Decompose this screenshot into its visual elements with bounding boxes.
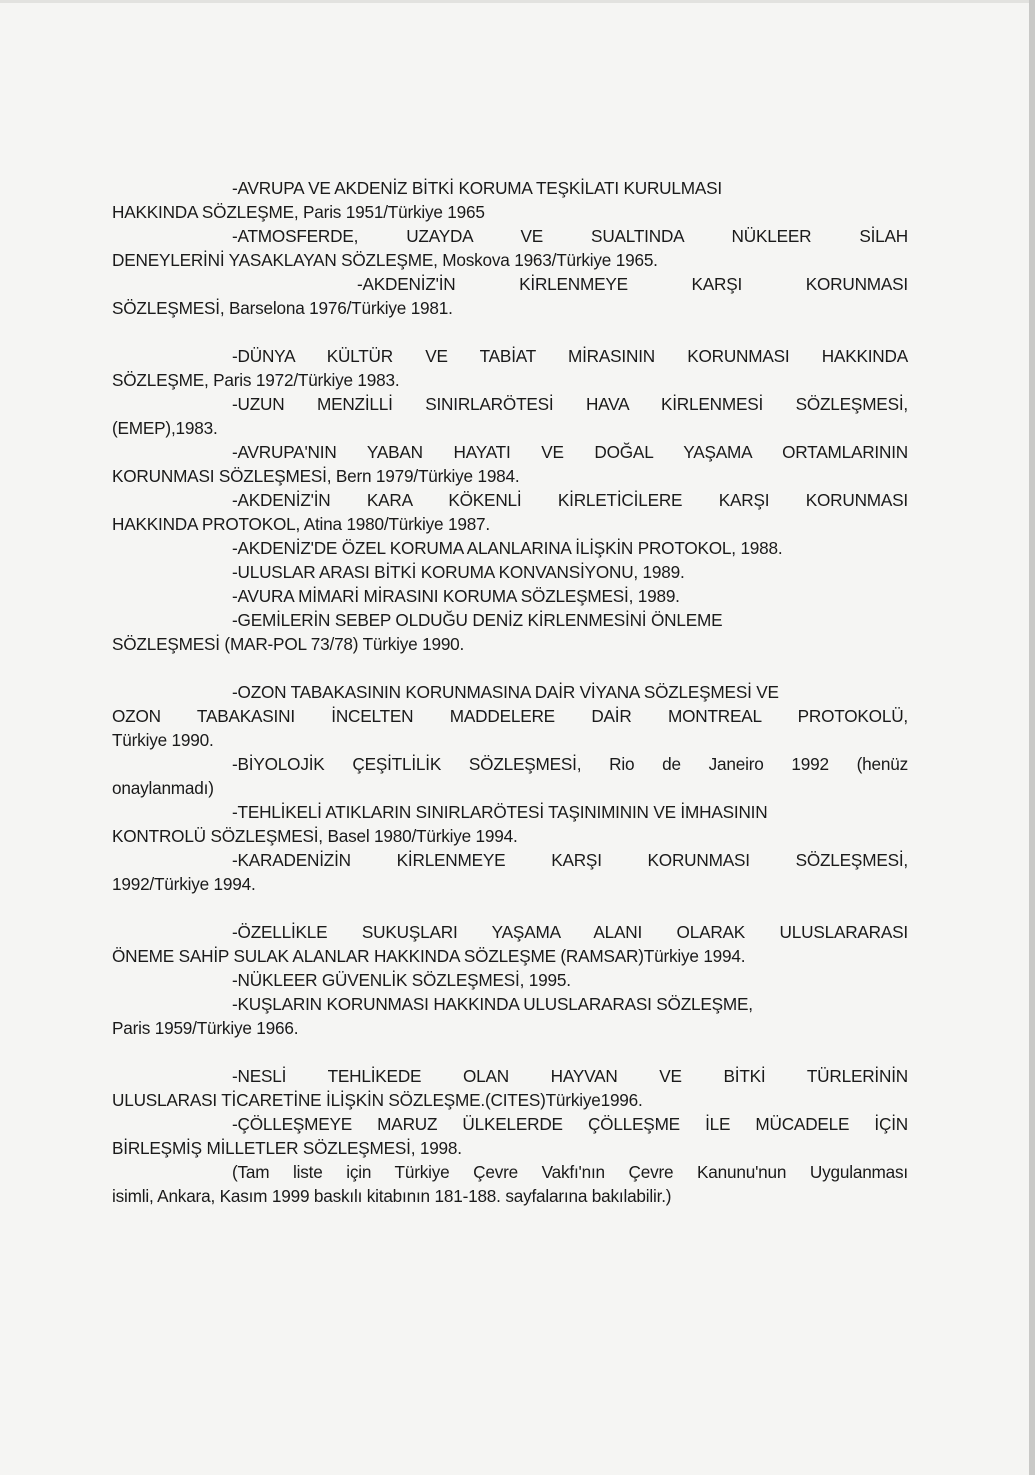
entry-line: -BİYOLOJİK ÇEŞİTLİLİK SÖZLEŞMESİ, Rio de Janeiro 1992 (henüz	[232, 754, 908, 774]
list-item	[112, 992, 908, 1040]
entry-line: -AKDENİZ'İN KARA KÖKENLİ KİRLETİCİLERE KARŞI KORUNMASI	[232, 490, 908, 510]
entry-line: -AVRUPA VE AKDENİZ BİTKİ KORUMA TEŞKİLATI KURULMASI	[232, 178, 722, 198]
entry-line: -ATMOSFERDE, UZAYDA VE SUALTINDA NÜKLEER SİLAH	[232, 226, 908, 246]
entry-line: (EMEP),1983.	[112, 418, 218, 438]
entry-line: -ÖZELLİKLE SUKUŞLARI YAŞAMA ALANI OLARAK ULUSLARARASI	[232, 922, 908, 942]
list-item	[112, 560, 908, 584]
entry-line: -AVURA MİMARİ MİRASINI KORUMA SÖZLEŞMESİ, 1989.	[232, 586, 680, 606]
list-item	[112, 272, 908, 320]
paragraph-gap	[112, 320, 908, 344]
paragraph-gap	[112, 1040, 908, 1064]
note-line: (Tam liste için Türkiye Çevre Vakfı'nın Çevre Kanunu'nun Uygulanması	[232, 1162, 908, 1182]
list-item	[112, 968, 908, 992]
list-item	[112, 584, 908, 608]
entry-line: OZON TABAKASINI İNCELTEN MADDELERE DAİR MONTREAL PROTOKOLÜ,	[112, 706, 908, 726]
list-item	[112, 392, 908, 440]
entry-line: BİRLEŞMİŞ MİLLETLER SÖZLEŞMESİ, 1998.	[112, 1138, 462, 1158]
list-item	[112, 608, 908, 656]
entry-line: -NESLİ TEHLİKEDE OLAN HAYVAN VE BİTKİ TÜRLERİNİN	[232, 1066, 908, 1086]
entry-line: Paris 1959/Türkiye 1966.	[112, 1018, 299, 1038]
list-item	[112, 224, 908, 272]
entry-line: HAKKINDA PROTOKOL, Atina 1980/Türkiye 1987.	[112, 514, 490, 534]
treaty-list	[112, 176, 908, 1208]
list-item	[112, 176, 908, 224]
list-item	[112, 800, 908, 848]
entry-line: -KARADENİZİN KİRLENMEYE KARŞI KORUNMASI SÖZLEŞMESİ,	[232, 850, 908, 870]
list-item	[112, 440, 908, 488]
entry-line: -OZON TABAKASININ KORUNMASINA DAİR VİYANA SÖZLEŞMESİ VE	[232, 682, 779, 702]
scan-edge-right	[1029, 0, 1035, 1475]
entry-line: Türkiye 1990.	[112, 730, 214, 750]
list-item	[112, 920, 908, 968]
entry-line: KORUNMASI SÖZLEŞMESİ, Bern 1979/Türkiye 1984.	[112, 466, 520, 486]
note-line: isimli, Ankara, Kasım 1999 baskılı kitabının 181-188. sayfalarına bakılabilir.)	[112, 1186, 672, 1206]
reference-note	[112, 1160, 908, 1208]
list-item	[112, 752, 908, 800]
list-item	[112, 536, 908, 560]
entry-line: -DÜNYA KÜLTÜR VE TABİAT MİRASININ KORUNMASI HAKKINDA	[232, 346, 908, 366]
list-item	[112, 1064, 908, 1112]
entry-line: SÖZLEŞME, Paris 1972/Türkiye 1983.	[112, 370, 400, 390]
entry-line: onaylanmadı)	[112, 778, 214, 798]
entry-line: -AVRUPA'NIN YABAN HAYATI VE DOĞAL YAŞAMA ORTAMLARININ	[232, 442, 908, 462]
entry-line: -UZUN MENZİLLİ SINIRLARÖTESİ HAVA KİRLENMESİ SÖZLEŞMESİ,	[232, 394, 908, 414]
paragraph-gap	[112, 656, 908, 680]
entry-line: -ULUSLAR ARASI BİTKİ KORUMA KONVANSİYONU, 1989.	[232, 562, 685, 582]
entry-line: DENEYLERİNİ YASAKLAYAN SÖZLEŞME, Moskova 1963/Türkiye 1965.	[112, 250, 658, 270]
entry-line: -AKDENİZ'İN KİRLENMEYE KARŞI KORUNMASI	[357, 274, 908, 294]
entry-line: -KUŞLARIN KORUNMASI HAKKINDA ULUSLARARASI SÖZLEŞME,	[232, 994, 753, 1014]
entry-line: -TEHLİKELİ ATIKLARIN SINIRLARÖTESİ TAŞINIMININ VE İMHASININ	[232, 802, 768, 822]
entry-line: -NÜKLEER GÜVENLİK SÖZLEŞMESİ, 1995.	[232, 970, 571, 990]
entry-line: ULUSLARASI TİCARETİNE İLİŞKİN SÖZLEŞME.(CITES)Türkiye1996.	[112, 1090, 643, 1110]
entry-line: SÖZLEŞMESİ (MAR-POL 73/78) Türkiye 1990.	[112, 634, 465, 654]
entry-line: 1992/Türkiye 1994.	[112, 874, 256, 894]
scan-edge-top	[0, 0, 1035, 3]
entry-line: -AKDENİZ'DE ÖZEL KORUMA ALANLARINA İLİŞKİN PROTOKOL, 1988.	[232, 538, 783, 558]
entry-line: SÖZLEŞMESİ, Barselona 1976/Türkiye 1981.	[112, 298, 453, 318]
list-item	[112, 680, 908, 752]
entry-line: -ÇÖLLEŞMEYE MARUZ ÜLKELERDE ÇÖLLEŞME İLE MÜCADELE İÇİN	[232, 1114, 908, 1134]
entry-line: KONTROLÜ SÖZLEŞMESİ, Basel 1980/Türkiye 1994.	[112, 826, 518, 846]
entry-line: -GEMİLERİN SEBEP OLDUĞU DENİZ KİRLENMESİNİ ÖNLEME	[232, 610, 723, 630]
entry-line: ÖNEME SAHİP SULAK ALANLAR HAKKINDA SÖZLEŞME (RAMSAR)Türkiye 1994.	[112, 946, 746, 966]
list-item	[112, 344, 908, 392]
list-item	[112, 1112, 908, 1160]
list-item	[112, 488, 908, 536]
list-item	[112, 848, 908, 896]
paragraph-gap	[112, 896, 908, 920]
entry-line: HAKKINDA SÖZLEŞME, Paris 1951/Türkiye 1965	[112, 202, 485, 222]
